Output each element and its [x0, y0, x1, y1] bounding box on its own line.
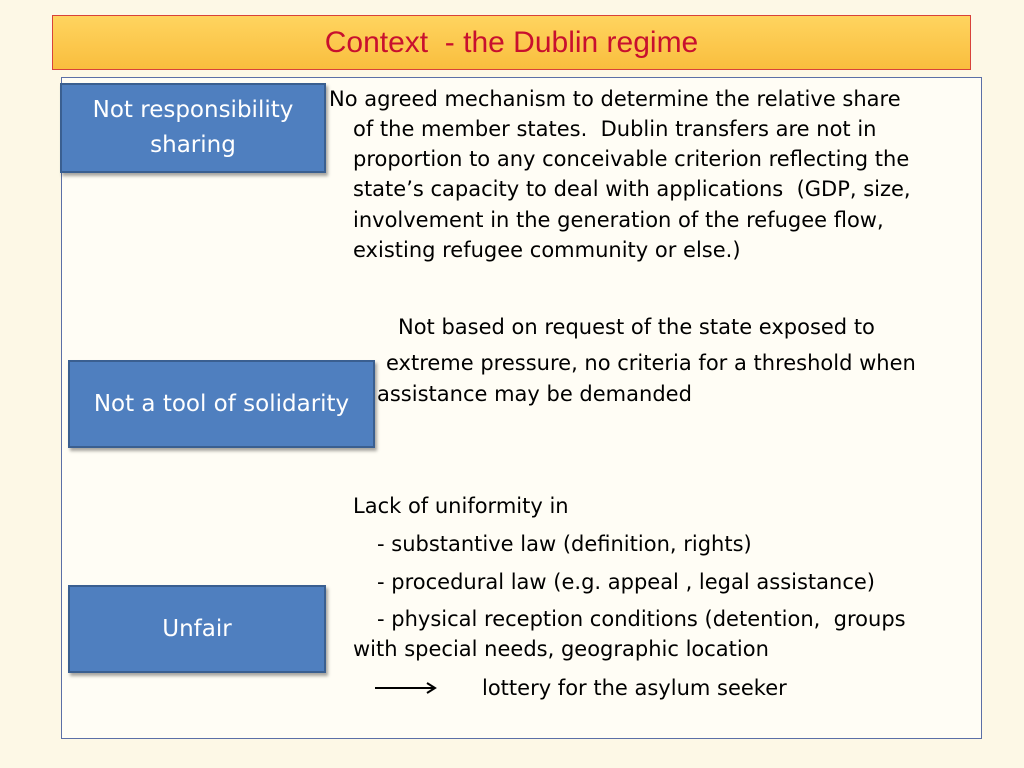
paragraph-1-line-3: proportion to any conceivable criterion reflecting the [353, 147, 910, 171]
paragraph-2-line-1: Not based on request of the state exposed to [398, 315, 875, 339]
paragraph-1-line-6: existing refugee community or else.) [353, 238, 741, 262]
paragraph-1-line-4: state’s capacity to deal with applications (GDP, size, [353, 177, 911, 201]
paragraph-3-conclusion: lottery for the asylum seeker [482, 676, 787, 700]
paragraph-3-item-2: - procedural law (e.g. appeal , legal assistance) [377, 570, 875, 594]
label-unfair: Unfair [68, 585, 326, 673]
paragraph-3-item-3-continued: with special needs, geographic location [353, 637, 769, 661]
paragraph-2-line-3: assistance may be demanded [377, 382, 692, 406]
paragraph-2-line-2: extreme pressure, no criteria for a threshold when [386, 351, 916, 375]
paragraph-3-intro: Lack of uniformity in [353, 494, 569, 518]
paragraph-1-line-5: involvement in the generation of the refugee flow, [353, 208, 884, 232]
slide-title: Context - the Dublin regime [324, 25, 699, 59]
paragraph-1-line-1: No agreed mechanism to determine the relative share [329, 87, 901, 111]
paragraph-3-item-3: - physical reception conditions (detention, groups [377, 607, 906, 631]
paragraph-3-item-1: - substantive law (definition, rights) [377, 532, 752, 556]
label-not-tool-of-solidarity: Not a tool of solidarity [68, 360, 375, 448]
title-bar [52, 15, 971, 70]
label-not-responsibility-sharing: Not responsibility sharing [60, 83, 326, 173]
paragraph-1-line-2: of the member states. Dublin transfers are not in [353, 117, 877, 141]
right-arrow-icon [375, 681, 441, 695]
